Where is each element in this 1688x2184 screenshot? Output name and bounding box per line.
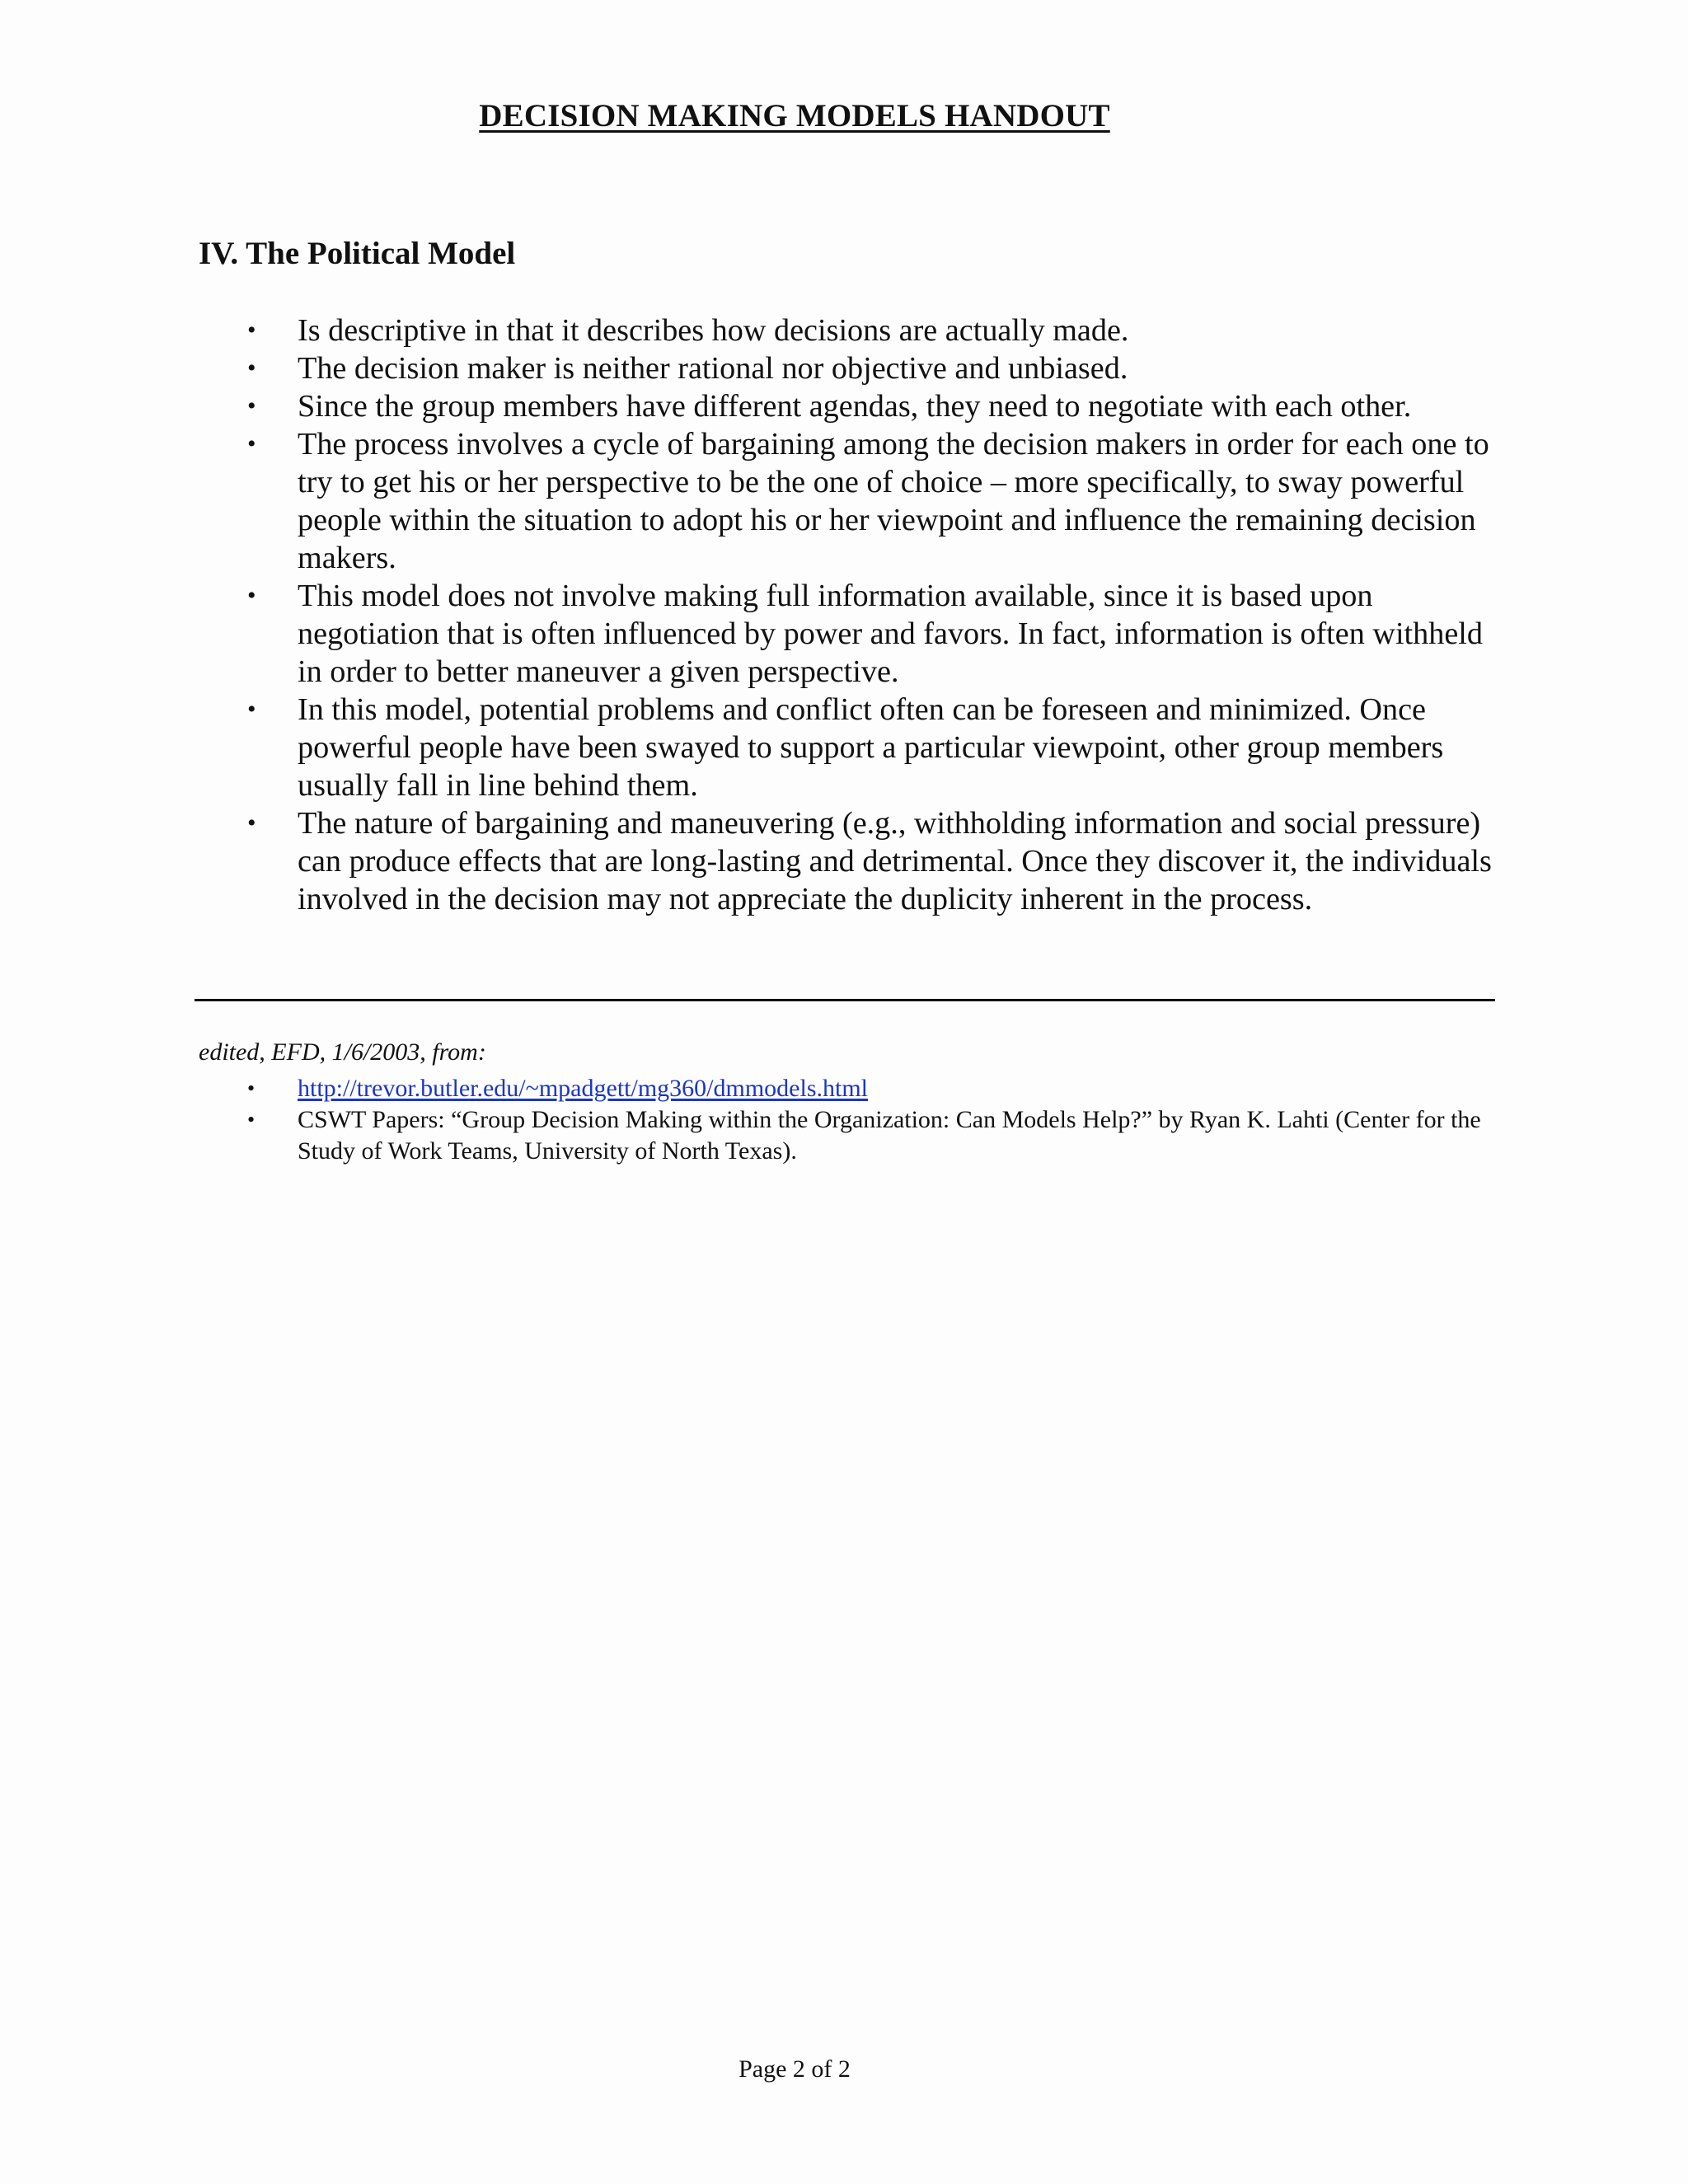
bullet-text: The decision maker is neither rational nor objective and unbiased.	[298, 351, 1128, 386]
bullet-item	[247, 349, 1500, 387]
bullet-text: Is descriptive in that it describes how decisions are actually made.	[298, 313, 1129, 348]
source-item	[247, 1104, 1500, 1167]
source-citation: CSWT Papers: “Group Decision Making within the Organization: Can Models Help?” by Ryan K. Lahti (Center for the Study of Work Teams, University of North Texas).	[298, 1106, 1481, 1165]
bullet-text: This model does not involve making full information available, since it is based upon negotiation that is often influenced by power and favors. In fact, information is often withheld in order to better maneuver a given perspective.	[298, 579, 1483, 689]
bullet-text: Since the group members have different agendas, they need to negotiate with each other.	[298, 389, 1412, 424]
bullet-text: The nature of bargaining and maneuvering (e.g., withholding information and social pressure) can produce effects that are long-lasting and detrimental. Once they discover it, the individuals involved in the decision may not appreciate the duplicity inherent in the process.	[298, 806, 1492, 916]
bullet-item	[247, 425, 1500, 577]
bullet-icon: •	[247, 809, 256, 837]
source-list	[247, 1073, 1500, 1167]
source-item	[247, 1073, 1500, 1104]
bullet-item	[247, 577, 1500, 691]
bullet-icon: •	[247, 1108, 256, 1132]
political-model-bullet-list	[247, 312, 1500, 918]
section-heading: IV. The Political Model	[199, 236, 516, 271]
bullet-icon: •	[247, 1076, 256, 1100]
bullet-icon: •	[247, 316, 256, 344]
bullet-text: In this model, potential problems and conflict often can be foreseen and minimized. Once powerful people have been swayed to support a particular viewpoint, other group members usually fall in line behind them.	[298, 692, 1444, 803]
source-link[interactable]: http://trevor.butler.edu/~mpadgett/mg360/dmmodels.html	[298, 1075, 868, 1102]
bullet-item	[247, 691, 1500, 804]
source-attribution-label: edited, EFD, 1/6/2003, from:	[199, 1038, 486, 1066]
page-number: Page 2 of 2	[738, 2055, 851, 2083]
bullet-icon: •	[247, 582, 256, 609]
bullet-item	[247, 312, 1500, 349]
bullet-icon: •	[247, 392, 256, 419]
bullet-icon: •	[247, 430, 256, 457]
document-title: DECISION MAKING MODELS HANDOUT	[479, 98, 1110, 134]
bullet-item	[247, 804, 1500, 918]
bullet-item	[247, 387, 1500, 425]
bullet-icon: •	[247, 696, 256, 723]
horizontal-divider	[195, 999, 1495, 1001]
bullet-icon: •	[247, 354, 256, 382]
bullet-text: The process involves a cycle of bargaining among the decision makers in order for each one to try to get his or her perspective to be the one of choice – more specifically, to sway powerful people within the situation to adopt his or her viewpoint and influence the remaining decision makers.	[298, 427, 1489, 575]
